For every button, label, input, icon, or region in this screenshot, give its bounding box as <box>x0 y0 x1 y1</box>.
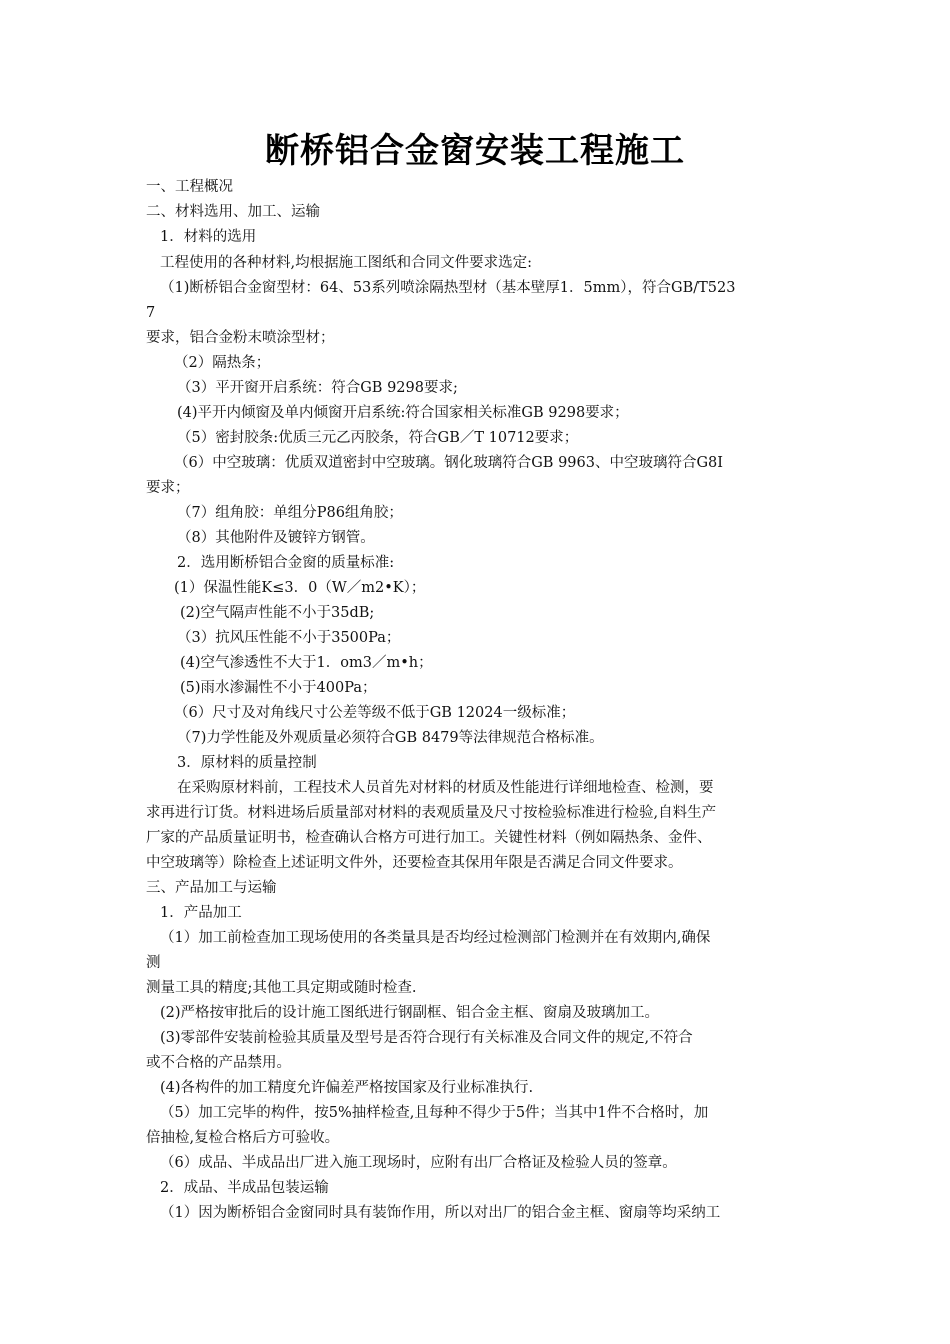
list-item: (2)严格按审批后的设计施工图纸进行钢副框、铝合金主框、窗扇及玻璃加工。 <box>160 1005 660 1021</box>
subheading-quality-control: 3．原材料的质量控制 <box>177 755 317 771</box>
wrapped-line: 倍抽检,复检合格后方可验收。 <box>146 1130 340 1146</box>
paragraph-line: 中空玻璃等）除检查上述证明文件外，还要检查其保用年限是否满足合同文件要求。 <box>146 855 683 871</box>
wrapped-line: 测 <box>146 955 161 971</box>
wrapped-line: 或不合格的产品禁用。 <box>146 1055 291 1071</box>
list-item: （6）中空玻璃：优质双道密封中空玻璃。钢化玻璃符合GB 9963、中空玻璃符合G8I <box>174 455 724 471</box>
subheading-packaging-transport: 2．成品、半成品包装运输 <box>160 1180 329 1196</box>
paragraph-line: 在采购原材料前，工程技术人员首先对材料的材质及性能进行详细地检查、检测，要 <box>177 780 714 796</box>
list-item: （2）隔热条； <box>174 355 271 371</box>
list-item: (5)雨水渗漏性不小于400Pa； <box>180 680 377 696</box>
document-title: 断桥铝合金窗安装工程施工 <box>265 131 685 171</box>
wrapped-line: 测量工具的精度;其他工具定期或随时检查. <box>146 980 417 996</box>
list-item: （3）抗风压性能不小于3500Pa； <box>177 630 401 646</box>
list-item: （6）尺寸及对角线尺寸公差等级不低于GB 12024一级标准； <box>174 705 576 721</box>
paragraph-line: 工程使用的各种材料,均根据施工图纸和合同文件要求选定: <box>160 255 532 271</box>
wrapped-line: 7 <box>146 305 156 321</box>
list-item: （7）组角胶：单组分P86组角胶； <box>177 505 403 521</box>
list-item: （1）加工前检查加工现场使用的各类量具是否均经过检测部门检测并在有效期内,确保 <box>160 930 711 946</box>
list-item: （7)力学性能及外观质量必须符合GB 8479等法律规范合格标准。 <box>177 730 604 746</box>
list-item: （5）加工完毕的构件，按5%抽样检查,且每种不得少于5件；当其中1件不合格时，加 <box>160 1105 709 1121</box>
wrapped-line: 要求，铝合金粉末喷涂型材； <box>146 330 335 346</box>
list-item: （5）密封胶条:优质三元乙丙胶条，符合GB／T 10712要求； <box>177 430 579 446</box>
subheading-material-selection: 1．材料的选用 <box>160 229 257 245</box>
wrapped-line: 要求； <box>146 480 190 496</box>
list-item: (3)零部件安装前检验其质量及型号是否符合现行有关标准及合同文件的规定,不符合 <box>160 1030 693 1046</box>
subheading-quality-standards: 2．选用断桥铝合金窗的质量标准: <box>177 555 395 571</box>
heading-1: 一、工程概况 <box>146 179 233 195</box>
list-item: (4)各构件的加工精度允许偏差严格按国家及行业标准执行. <box>160 1080 534 1096</box>
paragraph-line: 求再进行订货。材料进场后质量部对材料的表观质量及尺寸按检验标准进行检验,自料生产 <box>146 805 717 821</box>
list-item: （6）成品、半成品出厂进入施工现场时，应附有出厂合格证及检验人员的签章。 <box>160 1155 677 1171</box>
heading-2: 二、材料选用、加工、运输 <box>146 204 320 220</box>
list-item: （3）平开窗开启系统：符合GB 9298要求; <box>177 380 458 396</box>
paragraph-line: 厂家的产品质量证明书，检查确认合格方可进行加工。关键性材料（例如隔热条、金件、 <box>146 830 712 846</box>
list-item: (1）保温性能K≤3．0（W／m2•K）； <box>174 580 426 596</box>
list-item: （1）因为断桥铝合金窗同时具有装饰作用，所以对出厂的铝合金主框、窗扇等均采纳工 <box>160 1205 721 1221</box>
list-item: （1)断桥铝合金窗型材：64、53系列喷涂隔热型材（基本壁厚1．5mm），符合GB/T523 <box>160 280 736 296</box>
list-item: (4)平开内倾窗及单内倾窗开启系统:符合国家相关标准GB 9298要求； <box>177 405 629 421</box>
list-item: (2)空气隔声性能不小于35dB; <box>180 605 375 621</box>
subheading-product-processing: 1．产品加工 <box>160 905 242 921</box>
heading-3: 三、产品加工与运输 <box>146 880 277 896</box>
list-item: (4)空气渗透性不大于1．om3／m•h； <box>180 655 433 671</box>
list-item: （8）其他附件及镀锌方钢管。 <box>177 530 375 546</box>
